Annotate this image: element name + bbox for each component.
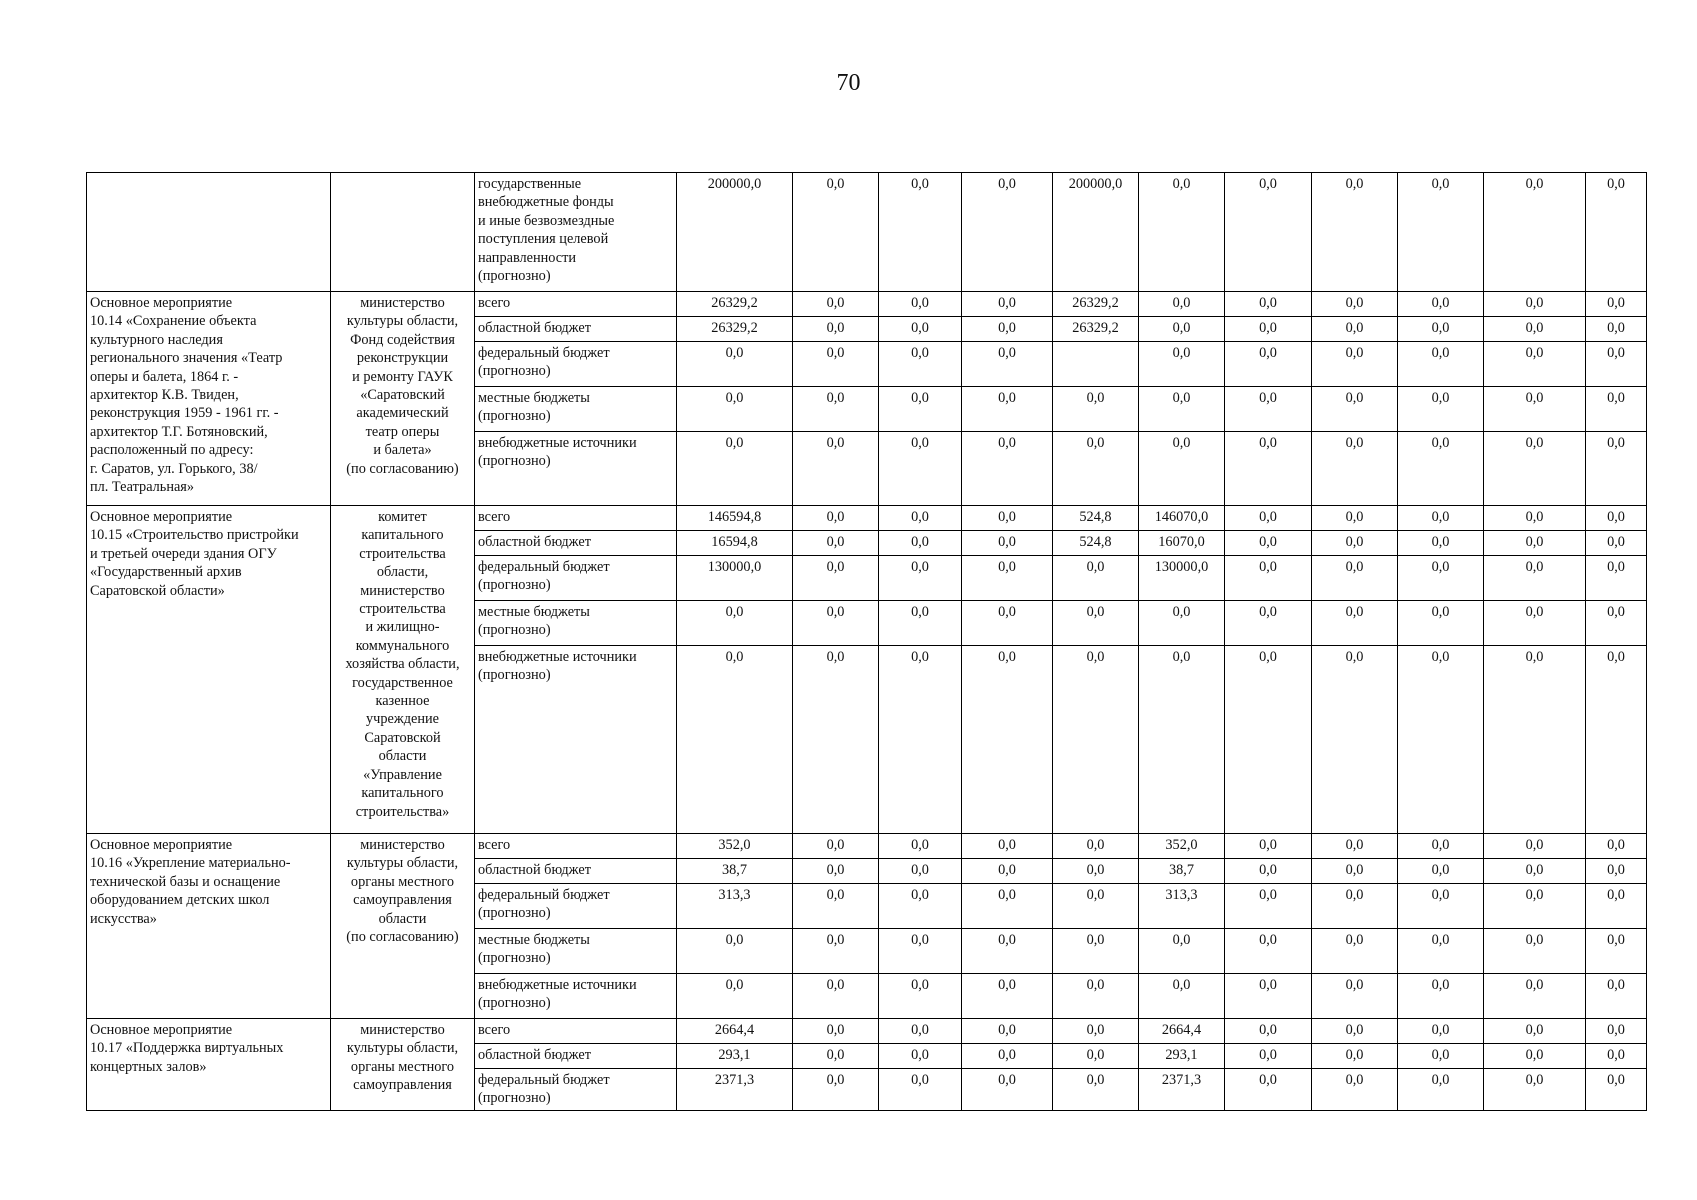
amount-cell: 0,0 (1398, 342, 1484, 387)
amount-cell: 0,0 (1312, 531, 1398, 556)
amount-cell: 0,0 (962, 646, 1053, 834)
amount-cell: 0,0 (1139, 387, 1225, 432)
amount-cell: 0,0 (962, 929, 1053, 974)
table-row (87, 1019, 1647, 1044)
funding-source-cell: федеральный бюджет (прогнозно) (475, 556, 677, 601)
amount-cell: 0,0 (677, 342, 793, 387)
amount-cell: 0,0 (1312, 859, 1398, 884)
amount-cell: 0,0 (793, 292, 879, 317)
amount-cell: 0,0 (879, 387, 962, 432)
funding-source-cell: федеральный бюджет (прогнозно) (475, 884, 677, 929)
amount-cell: 0,0 (879, 834, 962, 859)
amount-cell: 0,0 (1398, 531, 1484, 556)
funding-source-cell: всего (475, 1019, 677, 1044)
amount-cell: 0,0 (1398, 1019, 1484, 1044)
funding-source-cell: местные бюджеты (прогнозно) (475, 601, 677, 646)
amount-cell: 0,0 (1586, 929, 1647, 974)
amount-cell: 0,0 (1053, 646, 1139, 834)
amount-cell: 0,0 (793, 859, 879, 884)
amount-cell: 0,0 (1225, 317, 1312, 342)
amount-cell: 0,0 (1225, 1069, 1312, 1111)
amount-cell: 2664,4 (677, 1019, 793, 1044)
amount-cell: 0,0 (962, 531, 1053, 556)
amount-cell: 0,0 (962, 556, 1053, 601)
table-row (87, 834, 1647, 859)
amount-cell: 0,0 (1225, 974, 1312, 1019)
amount-cell: 0,0 (879, 292, 962, 317)
amount-cell: 0,0 (1312, 1069, 1398, 1111)
amount-cell: 0,0 (793, 1069, 879, 1111)
amount-cell: 26329,2 (1053, 292, 1139, 317)
amount-cell: 26329,2 (1053, 317, 1139, 342)
amount-cell: 0,0 (1398, 974, 1484, 1019)
amount-cell: 352,0 (677, 834, 793, 859)
page-number: 70 (836, 70, 861, 96)
funding-source-cell: внебюджетные источники (прогнозно) (475, 432, 677, 506)
amount-cell: 0,0 (1586, 1019, 1647, 1044)
amount-cell: 0,0 (1586, 317, 1647, 342)
amount-cell: 0,0 (1586, 173, 1647, 292)
amount-cell: 0,0 (1484, 1019, 1586, 1044)
amount-cell: 0,0 (1398, 834, 1484, 859)
amount-cell: 0,0 (1139, 974, 1225, 1019)
amount-cell: 0,0 (1586, 601, 1647, 646)
executor-cell (331, 173, 475, 292)
amount-cell: 0,0 (1398, 556, 1484, 601)
amount-cell: 313,3 (1139, 884, 1225, 929)
amount-cell: 0,0 (1586, 342, 1647, 387)
amount-cell: 0,0 (879, 1019, 962, 1044)
amount-cell: 2664,4 (1139, 1019, 1225, 1044)
amount-cell: 0,0 (1225, 173, 1312, 292)
amount-cell: 0,0 (1312, 342, 1398, 387)
amount-cell: 0,0 (793, 929, 879, 974)
amount-cell: 0,0 (1225, 531, 1312, 556)
amount-cell: 0,0 (1053, 929, 1139, 974)
amount-cell: 0,0 (1586, 859, 1647, 884)
amount-cell: 0,0 (1484, 387, 1586, 432)
amount-cell: 0,0 (879, 1069, 962, 1111)
amount-cell: 0,0 (1312, 506, 1398, 531)
amount-cell: 0,0 (1053, 859, 1139, 884)
amount-cell: 0,0 (1053, 556, 1139, 601)
funding-source-cell: государственные внебюджетные фонды и иные безвозмездные поступления целевой направленности (прогнозно) (475, 173, 677, 292)
amount-cell: 0,0 (793, 342, 879, 387)
amount-cell: 0,0 (793, 432, 879, 506)
amount-cell: 0,0 (962, 387, 1053, 432)
amount-cell: 0,0 (1312, 317, 1398, 342)
amount-cell: 0,0 (962, 173, 1053, 292)
amount-cell: 26329,2 (677, 317, 793, 342)
amount-cell: 0,0 (1139, 173, 1225, 292)
amount-cell: 0,0 (962, 884, 1053, 929)
funding-source-cell: внебюджетные источники (прогнозно) (475, 974, 677, 1019)
amount-cell: 0,0 (962, 1069, 1053, 1111)
amount-cell: 0,0 (1225, 506, 1312, 531)
amount-cell: 0,0 (677, 432, 793, 506)
amount-cell: 0,0 (879, 974, 962, 1019)
amount-cell: 524,8 (1053, 531, 1139, 556)
executor-cell: министерство культуры области, Фонд содействия реконструкции и ремонту ГАУК «Саратовский академический театр оперы и балета» (по согласованию) (331, 292, 475, 506)
amount-cell: 16594,8 (677, 531, 793, 556)
amount-cell: 0,0 (879, 506, 962, 531)
amount-cell: 0,0 (793, 646, 879, 834)
amount-cell: 0,0 (962, 1044, 1053, 1069)
amount-cell: 0,0 (1484, 859, 1586, 884)
amount-cell: 0,0 (793, 387, 879, 432)
amount-cell: 0,0 (1312, 1019, 1398, 1044)
amount-cell: 0,0 (1053, 1019, 1139, 1044)
table-row (87, 292, 1647, 317)
amount-cell: 0,0 (1398, 317, 1484, 342)
amount-cell: 0,0 (1398, 1069, 1484, 1111)
amount-cell: 0,0 (1139, 342, 1225, 387)
amount-cell: 0,0 (1312, 929, 1398, 974)
amount-cell: 0,0 (793, 884, 879, 929)
amount-cell: 0,0 (1225, 1019, 1312, 1044)
amount-cell: 0,0 (1398, 646, 1484, 834)
amount-cell: 0,0 (1484, 317, 1586, 342)
funding-source-cell: областной бюджет (475, 859, 677, 884)
amount-cell: 0,0 (1398, 929, 1484, 974)
amount-cell: 0,0 (1484, 1044, 1586, 1069)
amount-cell: 0,0 (1225, 646, 1312, 834)
executor-cell: министерство культуры области, органы местного самоуправления (331, 1019, 475, 1111)
amount-cell: 0,0 (1484, 974, 1586, 1019)
amount-cell: 0,0 (1484, 834, 1586, 859)
amount-cell: 0,0 (1586, 1069, 1647, 1111)
amount-cell: 0,0 (1312, 601, 1398, 646)
funding-source-cell: всего (475, 506, 677, 531)
amount-cell (1053, 342, 1139, 387)
amount-cell: 0,0 (1139, 929, 1225, 974)
amount-cell: 0,0 (962, 859, 1053, 884)
amount-cell: 0,0 (793, 974, 879, 1019)
funding-source-cell: всего (475, 292, 677, 317)
amount-cell: 0,0 (879, 884, 962, 929)
amount-cell: 524,8 (1053, 506, 1139, 531)
amount-cell: 0,0 (1398, 859, 1484, 884)
amount-cell: 0,0 (1053, 1069, 1139, 1111)
amount-cell: 0,0 (1398, 601, 1484, 646)
amount-cell: 0,0 (677, 929, 793, 974)
amount-cell: 0,0 (1225, 929, 1312, 974)
funding-source-cell: всего (475, 834, 677, 859)
amount-cell: 352,0 (1139, 834, 1225, 859)
amount-cell: 0,0 (1053, 834, 1139, 859)
amount-cell: 0,0 (962, 601, 1053, 646)
amount-cell: 0,0 (1586, 556, 1647, 601)
amount-cell: 0,0 (1225, 834, 1312, 859)
amount-cell: 0,0 (1484, 556, 1586, 601)
funding-source-cell: федеральный бюджет (прогнозно) (475, 342, 677, 387)
amount-cell: 16070,0 (1139, 531, 1225, 556)
amount-cell: 0,0 (879, 646, 962, 834)
amount-cell: 0,0 (879, 1044, 962, 1069)
amount-cell: 0,0 (793, 506, 879, 531)
measure-cell: Основное мероприятие 10.14 «Сохранение объекта культурного наследия регионального значения «Театр оперы и балета, 1864 г. - архитектор К.В. Твиден, реконструкция 1959 - 1961 гг. - архитектор Т.Г. Ботяновский, расположенный по адресу: г. Саратов, ул. Горького, 38/ пл. Театральная» (87, 292, 331, 506)
amount-cell: 0,0 (1398, 432, 1484, 506)
amount-cell: 0,0 (879, 173, 962, 292)
budget-table (86, 172, 1647, 1111)
amount-cell: 0,0 (1053, 1044, 1139, 1069)
amount-cell: 0,0 (1312, 646, 1398, 834)
amount-cell: 0,0 (879, 556, 962, 601)
amount-cell: 0,0 (1484, 1069, 1586, 1111)
amount-cell: 0,0 (1312, 173, 1398, 292)
amount-cell: 0,0 (793, 834, 879, 859)
amount-cell: 130000,0 (677, 556, 793, 601)
amount-cell: 2371,3 (677, 1069, 793, 1111)
amount-cell: 0,0 (1312, 292, 1398, 317)
amount-cell: 0,0 (1225, 859, 1312, 884)
amount-cell: 0,0 (962, 1019, 1053, 1044)
amount-cell: 0,0 (1139, 601, 1225, 646)
amount-cell: 0,0 (962, 342, 1053, 387)
amount-cell: 0,0 (1484, 884, 1586, 929)
amount-cell: 0,0 (1225, 342, 1312, 387)
funding-source-cell: местные бюджеты (прогнозно) (475, 387, 677, 432)
amount-cell: 0,0 (1053, 387, 1139, 432)
amount-cell: 0,0 (1398, 1044, 1484, 1069)
amount-cell: 2371,3 (1139, 1069, 1225, 1111)
amount-cell: 38,7 (1139, 859, 1225, 884)
amount-cell: 0,0 (1398, 884, 1484, 929)
amount-cell: 0,0 (1225, 884, 1312, 929)
amount-cell: 0,0 (1225, 601, 1312, 646)
table-row (87, 173, 1647, 292)
amount-cell: 0,0 (962, 974, 1053, 1019)
amount-cell: 0,0 (1398, 387, 1484, 432)
amount-cell: 0,0 (1586, 974, 1647, 1019)
amount-cell: 0,0 (1225, 387, 1312, 432)
amount-cell: 0,0 (677, 974, 793, 1019)
budget-table-body (87, 173, 1647, 1111)
measure-cell: Основное мероприятие 10.17 «Поддержка виртуальных концертных залов» (87, 1019, 331, 1111)
amount-cell: 0,0 (879, 859, 962, 884)
amount-cell: 0,0 (1225, 1044, 1312, 1069)
executor-cell: комитет капитального строительства области, министерство строительства и жилищно- коммунального хозяйства области, государственное казенное учреждение Саратовской области «Управление капитального строительства» (331, 506, 475, 834)
measure-cell: Основное мероприятие 10.15 «Строительство пристройки и третьей очереди здания ОГУ «Государственный архив Саратовской области» (87, 506, 331, 834)
amount-cell: 0,0 (962, 834, 1053, 859)
amount-cell: 146594,8 (677, 506, 793, 531)
amount-cell: 0,0 (1053, 974, 1139, 1019)
amount-cell: 0,0 (677, 387, 793, 432)
amount-cell: 0,0 (1312, 432, 1398, 506)
amount-cell: 146070,0 (1139, 506, 1225, 531)
executor-cell: министерство культуры области, органы местного самоуправления области (по согласованию) (331, 834, 475, 1019)
amount-cell: 0,0 (1484, 173, 1586, 292)
funding-source-cell: местные бюджеты (прогнозно) (475, 929, 677, 974)
amount-cell: 200000,0 (1053, 173, 1139, 292)
amount-cell: 0,0 (677, 601, 793, 646)
amount-cell: 0,0 (1586, 646, 1647, 834)
funding-source-cell: областной бюджет (475, 531, 677, 556)
amount-cell: 0,0 (1586, 1044, 1647, 1069)
amount-cell: 0,0 (793, 531, 879, 556)
amount-cell: 0,0 (962, 317, 1053, 342)
amount-cell: 0,0 (879, 531, 962, 556)
amount-cell: 0,0 (1312, 884, 1398, 929)
amount-cell: 200000,0 (677, 173, 793, 292)
amount-cell: 0,0 (1484, 601, 1586, 646)
amount-cell: 0,0 (793, 556, 879, 601)
measure-cell (87, 173, 331, 292)
amount-cell: 0,0 (879, 929, 962, 974)
amount-cell: 293,1 (1139, 1044, 1225, 1069)
amount-cell: 0,0 (1053, 601, 1139, 646)
amount-cell: 0,0 (1312, 834, 1398, 859)
amount-cell: 0,0 (1053, 884, 1139, 929)
amount-cell: 0,0 (1586, 531, 1647, 556)
amount-cell: 0,0 (1484, 342, 1586, 387)
funding-source-cell: областной бюджет (475, 317, 677, 342)
amount-cell: 130000,0 (1139, 556, 1225, 601)
amount-cell: 0,0 (1586, 506, 1647, 531)
amount-cell: 0,0 (1484, 531, 1586, 556)
amount-cell: 0,0 (1225, 556, 1312, 601)
amount-cell: 0,0 (1484, 432, 1586, 506)
amount-cell: 0,0 (793, 1044, 879, 1069)
amount-cell: 0,0 (677, 646, 793, 834)
amount-cell: 0,0 (1484, 292, 1586, 317)
amount-cell: 0,0 (879, 317, 962, 342)
amount-cell: 0,0 (1139, 432, 1225, 506)
amount-cell: 38,7 (677, 859, 793, 884)
amount-cell: 0,0 (793, 601, 879, 646)
table-row (87, 506, 1647, 531)
amount-cell: 0,0 (1484, 929, 1586, 974)
amount-cell: 0,0 (1139, 646, 1225, 834)
amount-cell: 293,1 (677, 1044, 793, 1069)
amount-cell: 0,0 (962, 432, 1053, 506)
amount-cell: 0,0 (1225, 292, 1312, 317)
amount-cell: 0,0 (1586, 387, 1647, 432)
amount-cell: 0,0 (1484, 506, 1586, 531)
funding-source-cell: внебюджетные источники (прогнозно) (475, 646, 677, 834)
amount-cell: 0,0 (1398, 292, 1484, 317)
amount-cell: 0,0 (1586, 884, 1647, 929)
amount-cell: 0,0 (1312, 974, 1398, 1019)
funding-source-cell: федеральный бюджет (прогнозно) (475, 1069, 677, 1111)
amount-cell: 0,0 (1139, 317, 1225, 342)
amount-cell: 26329,2 (677, 292, 793, 317)
amount-cell: 0,0 (1586, 292, 1647, 317)
measure-cell: Основное мероприятие 10.16 «Укрепление материально- технической базы и оснащение оборудованием детских школ искусства» (87, 834, 331, 1019)
amount-cell: 0,0 (879, 601, 962, 646)
amount-cell: 0,0 (1484, 646, 1586, 834)
amount-cell: 0,0 (1312, 556, 1398, 601)
amount-cell: 0,0 (1139, 292, 1225, 317)
amount-cell: 0,0 (1225, 432, 1312, 506)
amount-cell: 0,0 (879, 342, 962, 387)
amount-cell: 0,0 (1053, 432, 1139, 506)
amount-cell: 0,0 (1312, 387, 1398, 432)
amount-cell: 0,0 (1398, 506, 1484, 531)
amount-cell: 0,0 (962, 292, 1053, 317)
amount-cell: 0,0 (793, 317, 879, 342)
funding-source-cell: областной бюджет (475, 1044, 677, 1069)
amount-cell: 0,0 (793, 173, 879, 292)
amount-cell: 0,0 (879, 432, 962, 506)
amount-cell: 0,0 (1586, 432, 1647, 506)
amount-cell: 0,0 (962, 506, 1053, 531)
amount-cell: 0,0 (1398, 173, 1484, 292)
amount-cell: 313,3 (677, 884, 793, 929)
amount-cell: 0,0 (1586, 834, 1647, 859)
amount-cell: 0,0 (793, 1019, 879, 1044)
amount-cell: 0,0 (1312, 1044, 1398, 1069)
